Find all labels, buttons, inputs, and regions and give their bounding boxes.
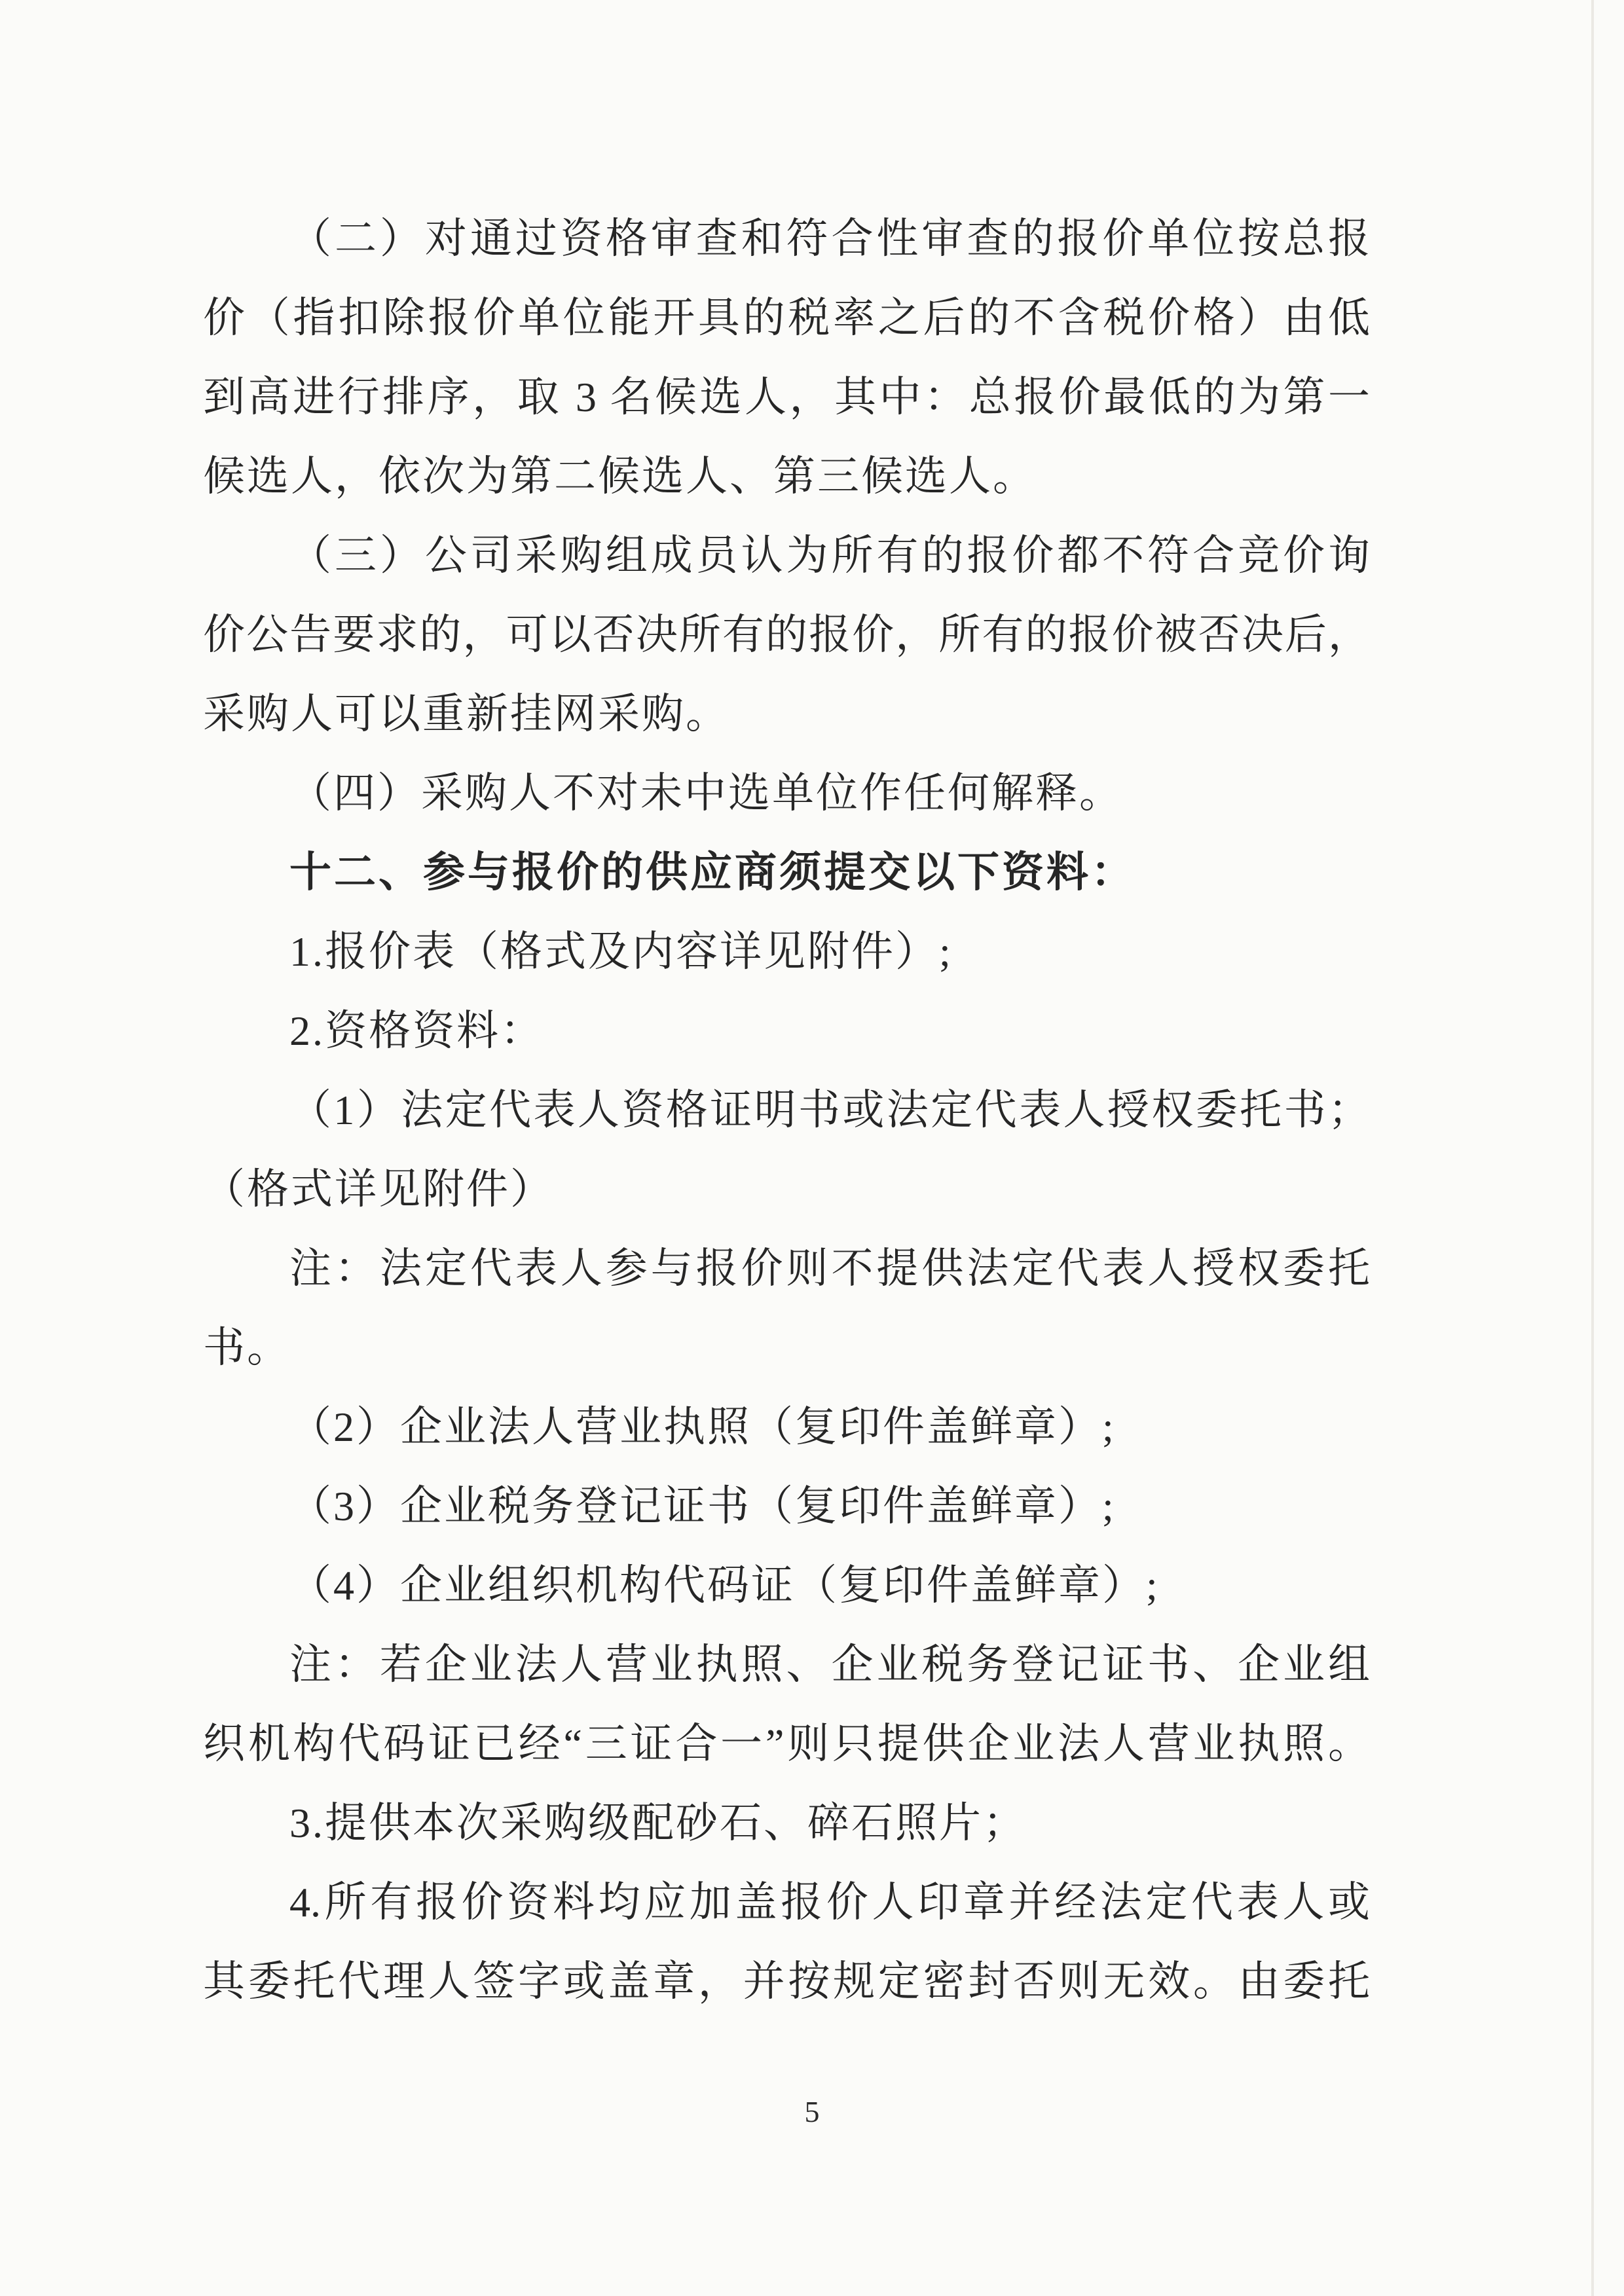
- document-line: 注：若企业法人营业执照、企业税务登记证书、企业组: [289, 1641, 1370, 1688]
- document-line: 3.提供本次采购级配砂石、碎石照片；: [289, 1800, 1027, 1846]
- document-line: （1）法定代表人资格证明书或法定代表人授权委托书；: [289, 1087, 1370, 1133]
- document-line: （二）对通过资格审查和符合性审查的报价单位按总报: [289, 215, 1370, 262]
- document-line: 注：法定代表人参与报价则不提供法定代表人授权委托: [289, 1245, 1370, 1292]
- document-line: 到高进行排序，取 3 名候选人，其中：总报价最低的为第一: [203, 374, 1370, 420]
- document-line: （三）公司采购组成员认为所有的报价都不符合竞价询: [289, 532, 1370, 579]
- document-line: 采购人可以重新挂网采购。: [203, 691, 729, 737]
- document-line: 4.所有报价资料均应加盖报价人印章并经法定代表人或: [289, 1879, 1370, 1925]
- document-line: 织机构代码证已经“三证合一”则只提供企业法人营业执照。: [203, 1721, 1370, 1767]
- document-line: （3）企业税务登记证书（复印件盖鲜章）;: [289, 1483, 1116, 1529]
- document-line: 1.报价表（格式及内容详见附件）;: [289, 928, 953, 975]
- document-line: 2.资格资料：: [289, 1008, 544, 1054]
- document-line: 价（指扣除报价单位能开具的税率之后的不含税价格）由低: [203, 295, 1370, 341]
- document-line: （4）企业组织机构代码证（复印件盖鲜章）;: [289, 1562, 1160, 1609]
- document-line: 其委托代理人签字或盖章，并按规定密封否则无效。由委托: [203, 1958, 1370, 2005]
- section-heading: 十二、参与报价的供应商须提交以下资料：: [289, 849, 1135, 896]
- page-number: 5: [804, 2095, 820, 2128]
- document-line: 书。: [203, 1324, 291, 1371]
- scan-edge-artifact: [1591, 0, 1594, 2296]
- document-line: （2）企业法人营业执照（复印件盖鲜章）;: [289, 1404, 1116, 1450]
- document-body: [203, 199, 1370, 2021]
- document-line: 价公告要求的，可以否决所有的报价，所有的报价被否决后，: [203, 611, 1370, 658]
- document-line: （格式详见附件）: [203, 1166, 554, 1212]
- document-line: 候选人，依次为第二候选人、第三候选人。: [203, 453, 1037, 500]
- document-line: （四）采购人不对未中选单位作任何解释。: [289, 770, 1123, 816]
